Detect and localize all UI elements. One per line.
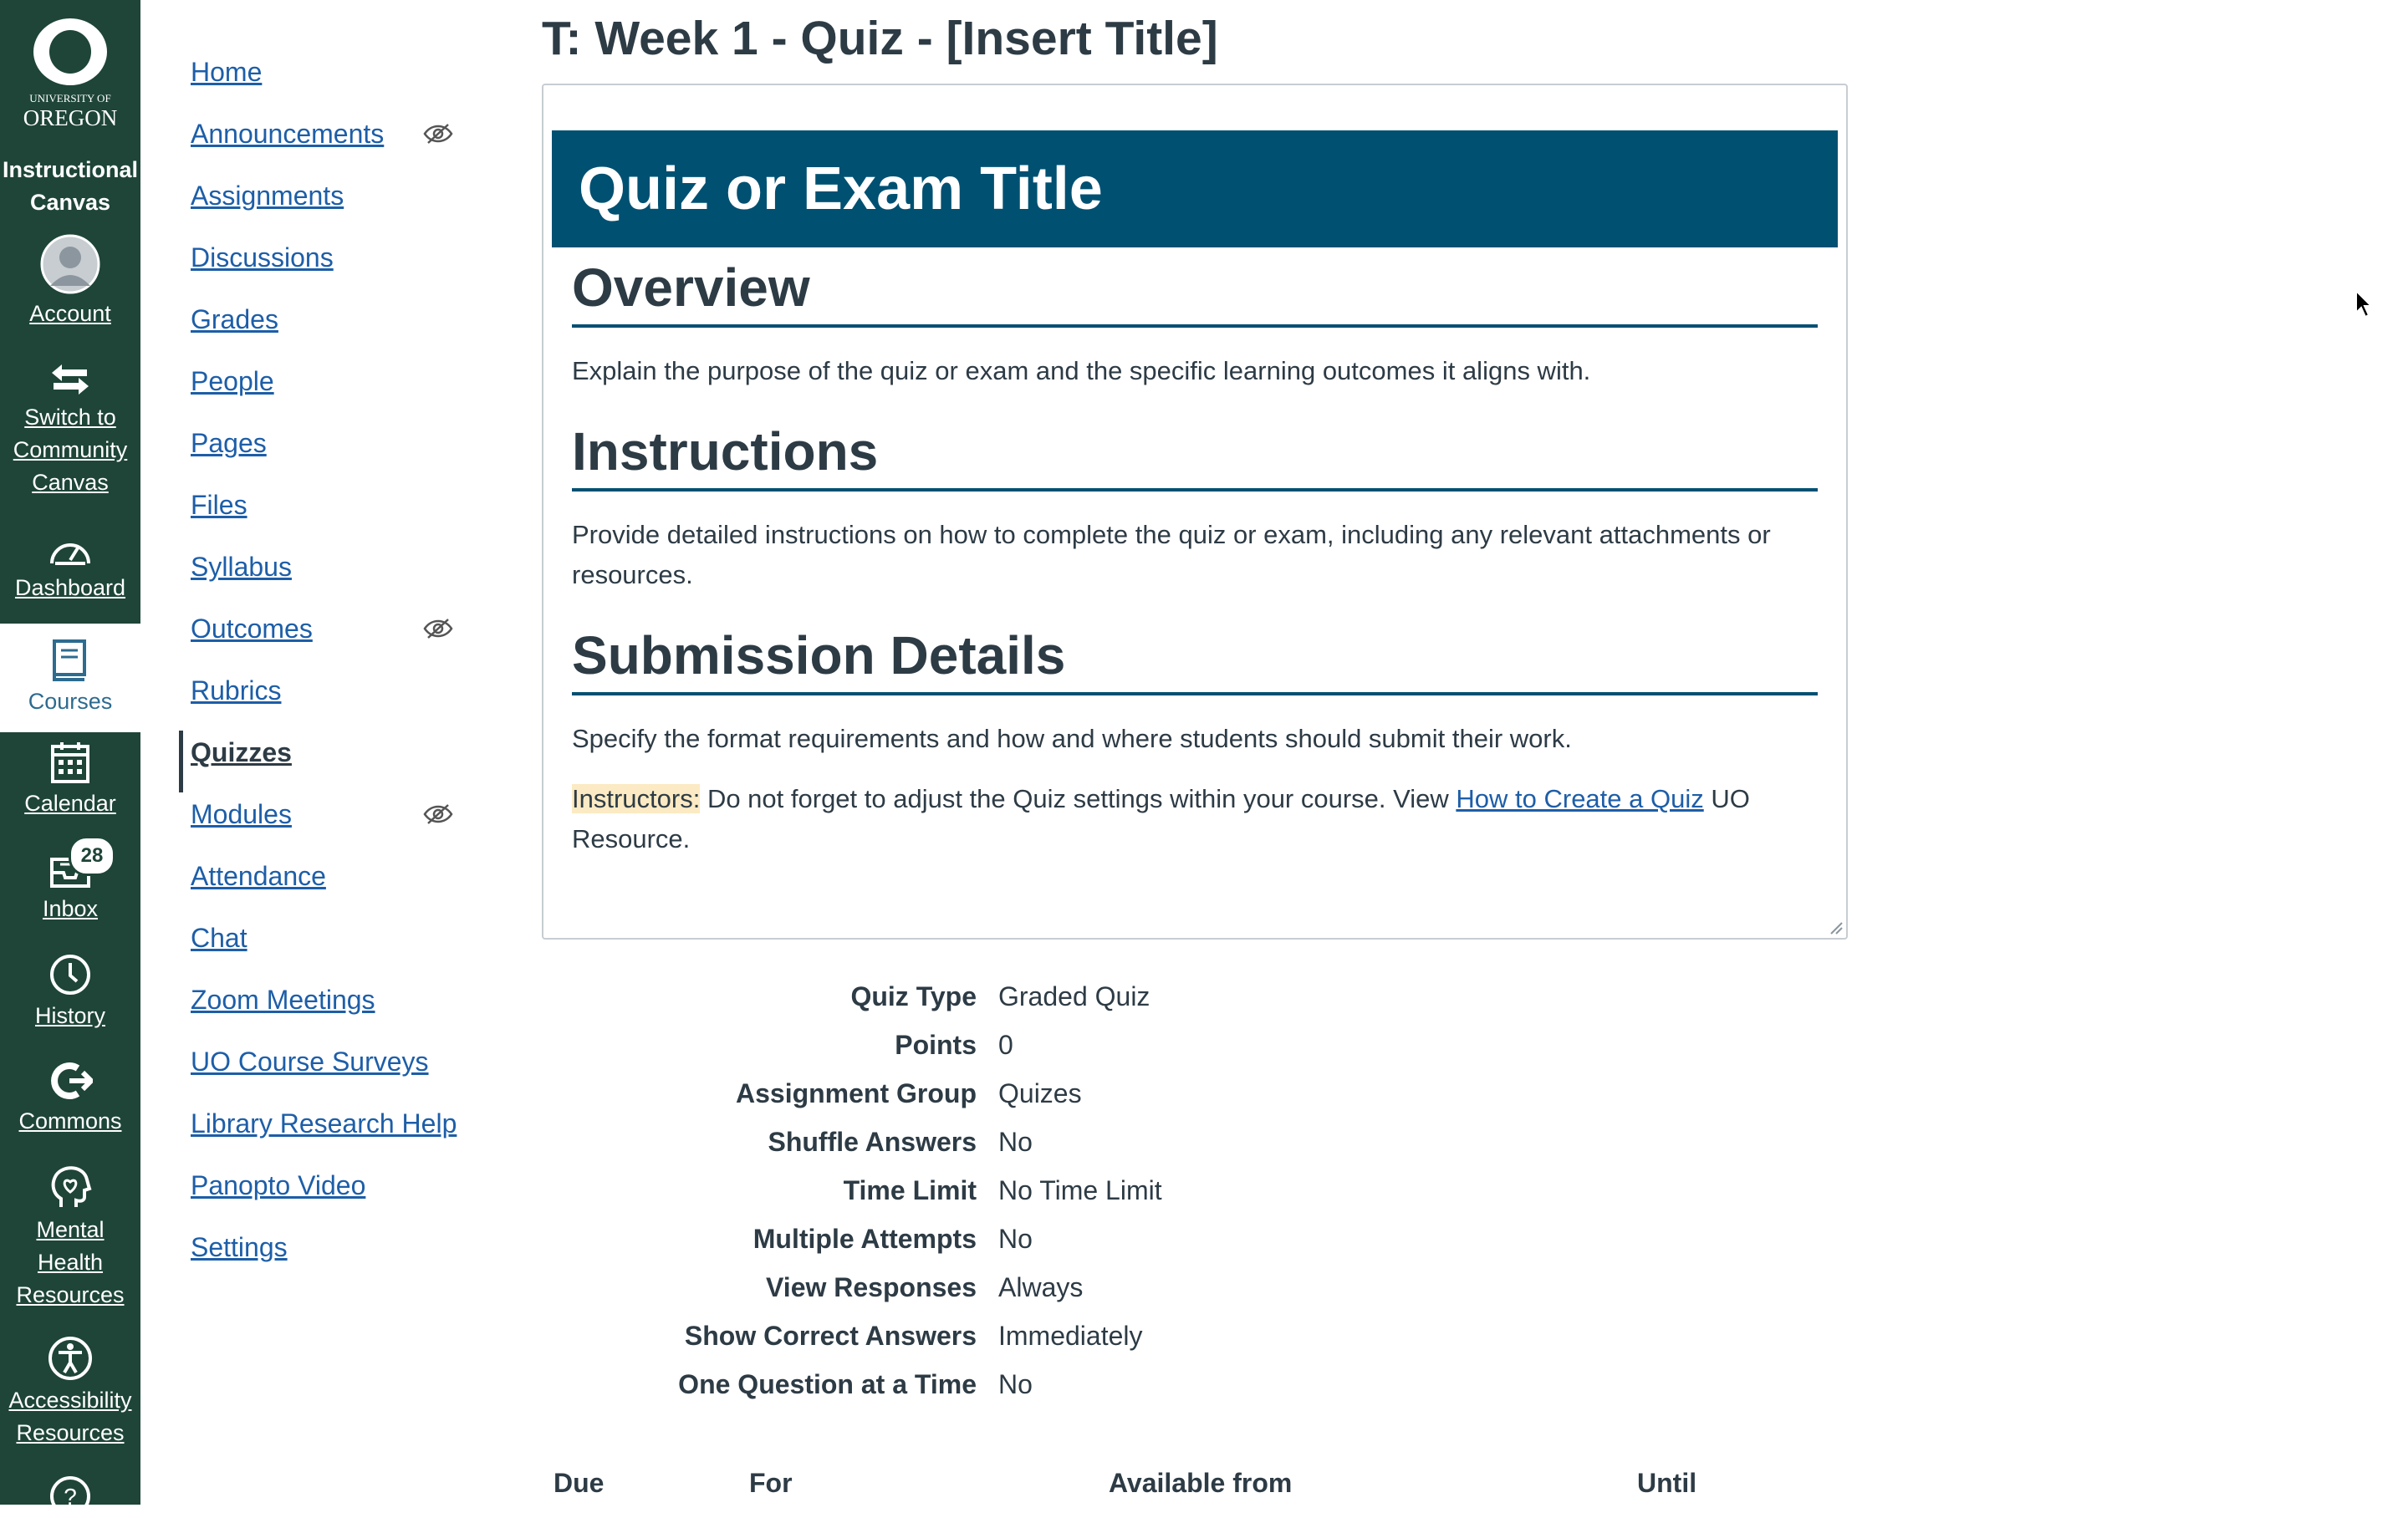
course-nav-link[interactable]: Announcements	[191, 119, 385, 149]
detail-row	[542, 1219, 1294, 1267]
due-header-available-from: Available from	[1109, 1468, 1293, 1498]
instructors-text-a: Do not forget to adjust the Quiz settings within your course. View	[700, 784, 1457, 813]
global-nav-switch[interactable]	[0, 361, 140, 499]
course-nav-item-home[interactable]	[179, 50, 480, 112]
detail-label: Assignment Group	[735, 1078, 977, 1108]
submission-heading: Submission Details	[572, 622, 1818, 695]
detail-row	[542, 1025, 1294, 1073]
hidden-eye-icon	[423, 122, 453, 145]
book-icon	[51, 639, 89, 682]
detail-value: No	[998, 1127, 1033, 1157]
calendar-label: Calendar	[24, 791, 116, 816]
hidden-eye-icon	[423, 617, 453, 640]
avatar-icon	[40, 234, 100, 294]
course-nav-link[interactable]: Assignments	[191, 181, 344, 211]
course-nav-link[interactable]: Settings	[191, 1232, 288, 1262]
oregon-o-logo-icon	[30, 12, 110, 92]
brand-line1: Instructional	[2, 157, 138, 182]
accessibility-icon	[48, 1336, 93, 1381]
dashboard-label: Dashboard	[14, 575, 126, 600]
logo-text-bottom: OREGON	[23, 105, 118, 130]
course-nav-item-quizzes[interactable]	[179, 731, 480, 792]
detail-value: Immediately	[998, 1321, 1143, 1351]
course-nav-link[interactable]: Discussions	[191, 242, 334, 273]
quiz-details	[542, 976, 1294, 1413]
detail-label: Time Limit	[843, 1175, 977, 1205]
swap-arrows-icon	[48, 361, 92, 398]
detail-row	[542, 976, 1294, 1025]
course-nav-item-grades[interactable]	[179, 298, 480, 359]
course-nav-item-files[interactable]	[179, 483, 480, 545]
help-icon	[48, 1475, 92, 1518]
course-nav-link[interactable]: Home	[191, 57, 263, 87]
course-nav-item-outcomes[interactable]	[179, 607, 480, 669]
detail-row	[542, 1267, 1294, 1316]
course-nav-link[interactable]: Panopto Video	[191, 1170, 366, 1200]
how-to-create-quiz-link[interactable]: How to Create a Quiz	[1456, 784, 1704, 813]
course-nav-item-zoom-meetings[interactable]	[179, 978, 480, 1040]
course-nav-link[interactable]: Chat	[191, 923, 247, 953]
course-nav-link[interactable]: Attendance	[191, 861, 326, 891]
detail-value: Always	[998, 1272, 1084, 1302]
due-header-until: Until	[1637, 1468, 1697, 1498]
account-label: Account	[29, 301, 111, 326]
due-header-for: For	[749, 1468, 793, 1498]
inbox-label: Inbox	[42, 896, 99, 921]
course-nav	[179, 50, 480, 1287]
course-nav-item-panopto-video[interactable]	[179, 1164, 480, 1225]
course-nav-item-pages[interactable]	[179, 421, 480, 483]
detail-value: Quizes	[998, 1078, 1082, 1108]
detail-label: Points	[895, 1030, 977, 1060]
detail-value: Graded Quiz	[998, 981, 1150, 1011]
global-nav-accessibility[interactable]	[0, 1336, 140, 1449]
instructors-label: Instructors:	[572, 784, 701, 813]
calendar-icon	[50, 741, 90, 784]
global-nav-help[interactable]	[0, 1475, 140, 1518]
detail-label: Show Correct Answers	[684, 1321, 977, 1351]
course-nav-item-library-research-help[interactable]	[179, 1102, 480, 1164]
course-nav-item-attendance[interactable]	[179, 854, 480, 916]
detail-row	[542, 1316, 1294, 1364]
course-nav-item-syllabus[interactable]	[179, 545, 480, 607]
course-nav-item-uo-course-surveys[interactable]	[179, 1040, 480, 1102]
course-nav-link[interactable]: Modules	[191, 799, 292, 829]
page-title: T: Week 1 - Quiz - [Insert Title]	[542, 12, 1218, 65]
quiz-description	[542, 84, 1848, 940]
mental-health-label: Mental Health Resources	[16, 1217, 125, 1307]
clock-icon	[48, 953, 92, 996]
detail-value: 0	[998, 1030, 1013, 1060]
course-nav-item-modules[interactable]	[179, 792, 480, 854]
accessibility-label: Accessibility Resources	[8, 1388, 132, 1445]
instructors-note	[572, 779, 1818, 859]
course-nav-link[interactable]: Zoom Meetings	[191, 985, 375, 1015]
overview-text: Explain the purpose of the quiz or exam and the specific learning outcomes it aligns with.	[572, 356, 1591, 385]
svg-text:?: ?	[64, 1484, 77, 1510]
course-nav-link[interactable]: Quizzes	[191, 737, 292, 767]
commons-label: Commons	[18, 1108, 122, 1133]
detail-label: View Responses	[766, 1272, 977, 1302]
course-nav-item-rubrics[interactable]	[179, 669, 480, 731]
course-nav-link[interactable]: Grades	[191, 304, 278, 334]
course-nav-link[interactable]: Syllabus	[191, 552, 292, 582]
instructions-heading: Instructions	[572, 418, 1818, 492]
detail-value: No Time Limit	[998, 1175, 1162, 1205]
detail-value: No	[998, 1369, 1033, 1399]
course-nav-link[interactable]: Library Research Help	[191, 1108, 457, 1138]
detail-row	[542, 1122, 1294, 1170]
course-nav-link[interactable]: Outcomes	[191, 614, 313, 644]
course-nav-link[interactable]: Pages	[191, 428, 267, 458]
global-nav-mental-health[interactable]	[0, 1165, 140, 1312]
detail-label: Shuffle Answers	[768, 1127, 977, 1157]
detail-value: No	[998, 1224, 1033, 1254]
detail-label: One Question at a Time	[678, 1369, 977, 1399]
course-nav-item-people[interactable]	[179, 359, 480, 421]
courses-label: Courses	[28, 689, 113, 714]
global-nav-history[interactable]	[0, 953, 140, 1032]
hidden-eye-icon	[423, 802, 453, 826]
course-nav-item-assignments[interactable]	[179, 174, 480, 236]
course-nav-item-announcements[interactable]	[179, 112, 480, 174]
uo-logo[interactable]	[0, 12, 140, 130]
detail-label: Multiple Attempts	[752, 1224, 977, 1254]
overview-heading: Overview	[572, 254, 1818, 328]
detail-row	[542, 1170, 1294, 1219]
brand-name	[0, 154, 140, 219]
detail-label: Quiz Type	[850, 981, 977, 1011]
course-nav-link[interactable]: UO Course Surveys	[191, 1047, 429, 1077]
global-nav	[0, 0, 140, 1510]
global-nav-dashboard[interactable]	[0, 532, 140, 604]
course-nav-link[interactable]: People	[191, 366, 274, 396]
course-nav-item-discussions[interactable]	[179, 236, 480, 298]
course-nav-item-settings[interactable]	[179, 1225, 480, 1287]
detail-row	[542, 1364, 1294, 1413]
switch-label: Switch to Community Canvas	[13, 405, 128, 495]
history-label: History	[34, 1003, 105, 1028]
brand-line2: Canvas	[29, 190, 111, 215]
course-nav-link[interactable]: Files	[191, 490, 247, 520]
commons-icon	[48, 1060, 93, 1102]
global-nav-commons[interactable]	[0, 1060, 140, 1138]
description-banner: Quiz or Exam Title	[552, 130, 1838, 247]
detail-row	[542, 1073, 1294, 1122]
due-header-due: Due	[554, 1468, 605, 1498]
logo-text-top: UNIVERSITY OF	[29, 92, 111, 104]
mouse-cursor-icon	[2354, 289, 2375, 319]
resize-handle-icon[interactable]	[1829, 921, 1843, 935]
global-nav-courses[interactable]	[0, 624, 140, 732]
course-nav-item-chat[interactable]	[179, 916, 480, 978]
inbox-unread-badge: 28	[69, 836, 115, 876]
instructors-text-b: UO Resource.	[572, 784, 1750, 853]
global-nav-calendar[interactable]	[0, 741, 140, 820]
global-nav-account[interactable]	[0, 234, 140, 330]
head-heart-icon	[48, 1165, 93, 1210]
dashboard-gauge-icon	[47, 532, 94, 568]
instructions-text: Provide detailed instructions on how to complete the quiz or exam, including any relevant attachments or resources.	[572, 520, 1771, 589]
course-nav-link[interactable]: Rubrics	[191, 675, 282, 706]
submission-text: Specify the format requirements and how and where students should submit their work.	[572, 724, 1572, 753]
